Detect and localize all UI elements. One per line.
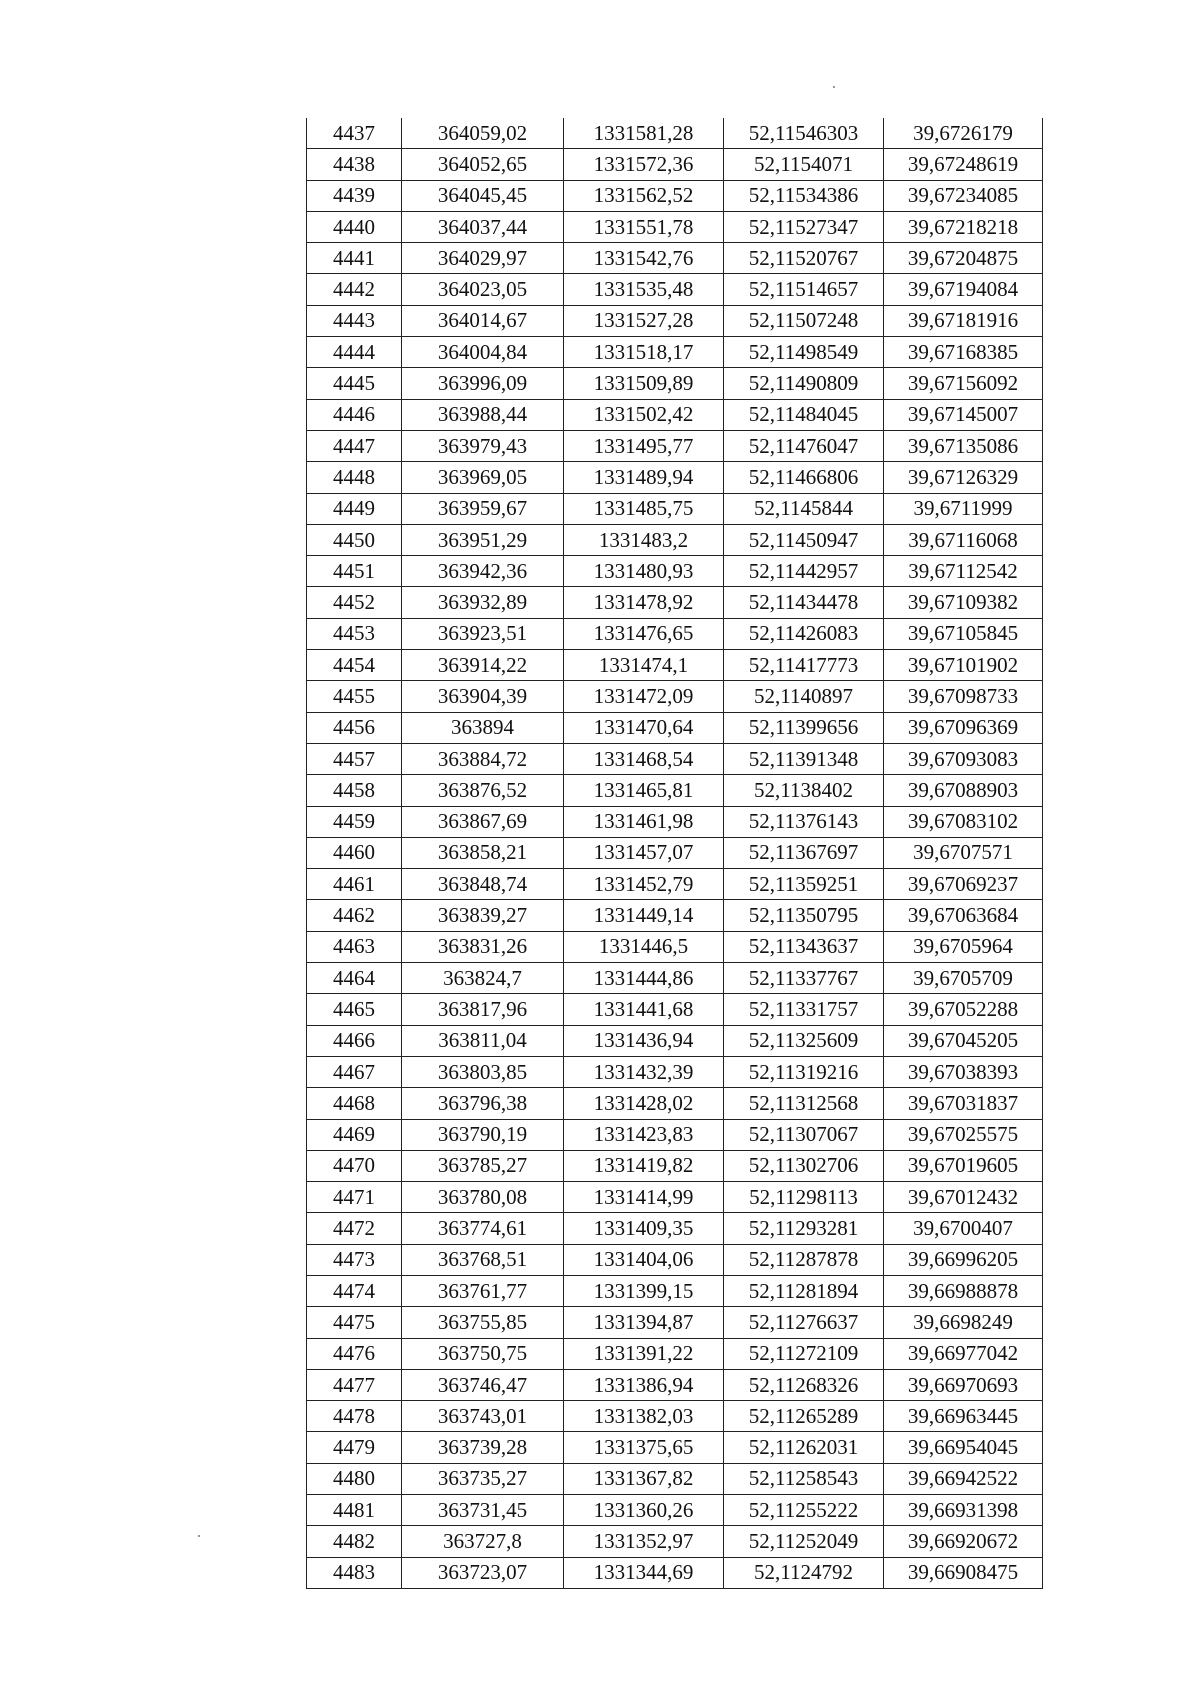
latitude-cell: 52,11442957 bbox=[724, 556, 884, 587]
y-coordinate-cell: 1331470,64 bbox=[564, 712, 724, 743]
y-coordinate-cell: 1331441,68 bbox=[564, 994, 724, 1025]
longitude-cell: 39,6707571 bbox=[884, 837, 1043, 868]
longitude-cell: 39,67052288 bbox=[884, 994, 1043, 1025]
latitude-cell: 52,11490809 bbox=[724, 368, 884, 399]
latitude-cell: 52,11484045 bbox=[724, 399, 884, 430]
point-number-cell: 4480 bbox=[307, 1463, 402, 1494]
point-number-cell: 4439 bbox=[307, 180, 402, 211]
longitude-cell: 39,66963445 bbox=[884, 1401, 1043, 1432]
latitude-cell: 52,11367697 bbox=[724, 837, 884, 868]
latitude-cell: 52,11281894 bbox=[724, 1275, 884, 1306]
longitude-cell: 39,67181916 bbox=[884, 305, 1043, 336]
x-coordinate-cell: 363884,72 bbox=[402, 743, 564, 774]
point-number-cell: 4456 bbox=[307, 712, 402, 743]
y-coordinate-cell: 1331474,1 bbox=[564, 650, 724, 681]
table-row bbox=[307, 399, 1043, 430]
latitude-cell: 52,11325609 bbox=[724, 1025, 884, 1056]
longitude-cell: 39,6711999 bbox=[884, 493, 1043, 524]
x-coordinate-cell: 363959,67 bbox=[402, 493, 564, 524]
latitude-cell: 52,11307067 bbox=[724, 1119, 884, 1150]
point-number-cell: 4459 bbox=[307, 806, 402, 837]
point-number-cell: 4469 bbox=[307, 1119, 402, 1150]
y-coordinate-cell: 1331465,81 bbox=[564, 775, 724, 806]
y-coordinate-cell: 1331409,35 bbox=[564, 1213, 724, 1244]
longitude-cell: 39,6698249 bbox=[884, 1307, 1043, 1338]
x-coordinate-cell: 363858,21 bbox=[402, 837, 564, 868]
table-row bbox=[307, 149, 1043, 180]
longitude-cell: 39,67063684 bbox=[884, 900, 1043, 931]
y-coordinate-cell: 1331352,97 bbox=[564, 1526, 724, 1557]
point-number-cell: 4448 bbox=[307, 462, 402, 493]
x-coordinate-cell: 363780,08 bbox=[402, 1182, 564, 1213]
table-row bbox=[307, 1307, 1043, 1338]
y-coordinate-cell: 1331485,75 bbox=[564, 493, 724, 524]
point-number-cell: 4445 bbox=[307, 368, 402, 399]
point-number-cell: 4477 bbox=[307, 1369, 402, 1400]
x-coordinate-cell: 363969,05 bbox=[402, 462, 564, 493]
latitude-cell: 52,1140897 bbox=[724, 681, 884, 712]
latitude-cell: 52,11417773 bbox=[724, 650, 884, 681]
longitude-cell: 39,66931398 bbox=[884, 1495, 1043, 1526]
point-number-cell: 4478 bbox=[307, 1401, 402, 1432]
x-coordinate-cell: 363723,07 bbox=[402, 1557, 564, 1588]
y-coordinate-cell: 1331386,94 bbox=[564, 1369, 724, 1400]
point-number-cell: 4437 bbox=[307, 118, 402, 149]
table-row bbox=[307, 462, 1043, 493]
table-row bbox=[307, 118, 1043, 149]
point-number-cell: 4470 bbox=[307, 1150, 402, 1181]
point-number-cell: 4457 bbox=[307, 743, 402, 774]
latitude-cell: 52,11312568 bbox=[724, 1088, 884, 1119]
latitude-cell: 52,11298113 bbox=[724, 1182, 884, 1213]
x-coordinate-cell: 364014,67 bbox=[402, 305, 564, 336]
table-row bbox=[307, 274, 1043, 305]
table-row bbox=[307, 493, 1043, 524]
longitude-cell: 39,67088903 bbox=[884, 775, 1043, 806]
point-number-cell: 4471 bbox=[307, 1182, 402, 1213]
table-row bbox=[307, 1338, 1043, 1369]
x-coordinate-cell: 363839,27 bbox=[402, 900, 564, 931]
y-coordinate-cell: 1331404,06 bbox=[564, 1244, 724, 1275]
latitude-cell: 52,11514657 bbox=[724, 274, 884, 305]
table-row bbox=[307, 305, 1043, 336]
y-coordinate-cell: 1331518,17 bbox=[564, 337, 724, 368]
longitude-cell: 39,67105845 bbox=[884, 618, 1043, 649]
x-coordinate-cell: 363824,7 bbox=[402, 963, 564, 994]
table-row bbox=[307, 524, 1043, 555]
longitude-cell: 39,67194084 bbox=[884, 274, 1043, 305]
point-number-cell: 4442 bbox=[307, 274, 402, 305]
y-coordinate-cell: 1331472,09 bbox=[564, 681, 724, 712]
table-row bbox=[307, 869, 1043, 900]
x-coordinate-cell: 363914,22 bbox=[402, 650, 564, 681]
point-number-cell: 4438 bbox=[307, 149, 402, 180]
latitude-cell: 52,11450947 bbox=[724, 524, 884, 555]
table-row bbox=[307, 1495, 1043, 1526]
longitude-cell: 39,67096369 bbox=[884, 712, 1043, 743]
latitude-cell: 52,11476047 bbox=[724, 430, 884, 461]
table-row bbox=[307, 337, 1043, 368]
table-row bbox=[307, 1526, 1043, 1557]
x-coordinate-cell: 363731,45 bbox=[402, 1495, 564, 1526]
x-coordinate-cell: 364037,44 bbox=[402, 211, 564, 242]
latitude-cell: 52,11255222 bbox=[724, 1495, 884, 1526]
coordinates-table-body bbox=[307, 118, 1043, 1588]
x-coordinate-cell: 364023,05 bbox=[402, 274, 564, 305]
latitude-cell: 52,11376143 bbox=[724, 806, 884, 837]
point-number-cell: 4441 bbox=[307, 243, 402, 274]
x-coordinate-cell: 363831,26 bbox=[402, 931, 564, 962]
point-number-cell: 4473 bbox=[307, 1244, 402, 1275]
x-coordinate-cell: 363811,04 bbox=[402, 1025, 564, 1056]
point-number-cell: 4474 bbox=[307, 1275, 402, 1306]
longitude-cell: 39,67012432 bbox=[884, 1182, 1043, 1213]
scan-speck bbox=[833, 86, 835, 88]
y-coordinate-cell: 1331444,86 bbox=[564, 963, 724, 994]
x-coordinate-cell: 363876,52 bbox=[402, 775, 564, 806]
scan-speck bbox=[198, 1535, 200, 1537]
y-coordinate-cell: 1331399,15 bbox=[564, 1275, 724, 1306]
table-row bbox=[307, 650, 1043, 681]
table-row bbox=[307, 1275, 1043, 1306]
longitude-cell: 39,67098733 bbox=[884, 681, 1043, 712]
y-coordinate-cell: 1331480,93 bbox=[564, 556, 724, 587]
latitude-cell: 52,1154071 bbox=[724, 149, 884, 180]
table-row bbox=[307, 1056, 1043, 1087]
longitude-cell: 39,67204875 bbox=[884, 243, 1043, 274]
point-number-cell: 4462 bbox=[307, 900, 402, 931]
latitude-cell: 52,11399656 bbox=[724, 712, 884, 743]
x-coordinate-cell: 363923,51 bbox=[402, 618, 564, 649]
longitude-cell: 39,67168385 bbox=[884, 337, 1043, 368]
point-number-cell: 4463 bbox=[307, 931, 402, 962]
latitude-cell: 52,11498549 bbox=[724, 337, 884, 368]
latitude-cell: 52,11534386 bbox=[724, 180, 884, 211]
x-coordinate-cell: 363727,8 bbox=[402, 1526, 564, 1557]
x-coordinate-cell: 363774,61 bbox=[402, 1213, 564, 1244]
coordinates-table bbox=[306, 118, 1043, 1589]
point-number-cell: 4468 bbox=[307, 1088, 402, 1119]
longitude-cell: 39,67135086 bbox=[884, 430, 1043, 461]
point-number-cell: 4475 bbox=[307, 1307, 402, 1338]
x-coordinate-cell: 363996,09 bbox=[402, 368, 564, 399]
y-coordinate-cell: 1331394,87 bbox=[564, 1307, 724, 1338]
table-row bbox=[307, 712, 1043, 743]
x-coordinate-cell: 363951,29 bbox=[402, 524, 564, 555]
x-coordinate-cell: 363988,44 bbox=[402, 399, 564, 430]
longitude-cell: 39,67116068 bbox=[884, 524, 1043, 555]
y-coordinate-cell: 1331535,48 bbox=[564, 274, 724, 305]
table-row bbox=[307, 1213, 1043, 1244]
y-coordinate-cell: 1331476,65 bbox=[564, 618, 724, 649]
longitude-cell: 39,67031837 bbox=[884, 1088, 1043, 1119]
latitude-cell: 52,1124792 bbox=[724, 1557, 884, 1588]
point-number-cell: 4466 bbox=[307, 1025, 402, 1056]
x-coordinate-cell: 363790,19 bbox=[402, 1119, 564, 1150]
table-row bbox=[307, 368, 1043, 399]
table-row bbox=[307, 900, 1043, 931]
latitude-cell: 52,11272109 bbox=[724, 1338, 884, 1369]
point-number-cell: 4464 bbox=[307, 963, 402, 994]
y-coordinate-cell: 1331428,02 bbox=[564, 1088, 724, 1119]
longitude-cell: 39,67109382 bbox=[884, 587, 1043, 618]
latitude-cell: 52,11520767 bbox=[724, 243, 884, 274]
table-row bbox=[307, 618, 1043, 649]
y-coordinate-cell: 1331414,99 bbox=[564, 1182, 724, 1213]
latitude-cell: 52,11466806 bbox=[724, 462, 884, 493]
x-coordinate-cell: 363796,38 bbox=[402, 1088, 564, 1119]
point-number-cell: 4452 bbox=[307, 587, 402, 618]
latitude-cell: 52,11258543 bbox=[724, 1463, 884, 1494]
point-number-cell: 4440 bbox=[307, 211, 402, 242]
x-coordinate-cell: 364052,65 bbox=[402, 149, 564, 180]
latitude-cell: 52,11434478 bbox=[724, 587, 884, 618]
table-row bbox=[307, 430, 1043, 461]
point-number-cell: 4465 bbox=[307, 994, 402, 1025]
x-coordinate-cell: 363743,01 bbox=[402, 1401, 564, 1432]
latitude-cell: 52,11350795 bbox=[724, 900, 884, 931]
longitude-cell: 39,67248619 bbox=[884, 149, 1043, 180]
y-coordinate-cell: 1331502,42 bbox=[564, 399, 724, 430]
x-coordinate-cell: 363904,39 bbox=[402, 681, 564, 712]
y-coordinate-cell: 1331457,07 bbox=[564, 837, 724, 868]
longitude-cell: 39,6705709 bbox=[884, 963, 1043, 994]
latitude-cell: 52,11337767 bbox=[724, 963, 884, 994]
y-coordinate-cell: 1331572,36 bbox=[564, 149, 724, 180]
y-coordinate-cell: 1331468,54 bbox=[564, 743, 724, 774]
table-row bbox=[307, 1088, 1043, 1119]
table-row bbox=[307, 1244, 1043, 1275]
table-row bbox=[307, 1369, 1043, 1400]
latitude-cell: 52,11359251 bbox=[724, 869, 884, 900]
y-coordinate-cell: 1331452,79 bbox=[564, 869, 724, 900]
y-coordinate-cell: 1331478,92 bbox=[564, 587, 724, 618]
table-row bbox=[307, 837, 1043, 868]
point-number-cell: 4453 bbox=[307, 618, 402, 649]
longitude-cell: 39,67083102 bbox=[884, 806, 1043, 837]
point-number-cell: 4447 bbox=[307, 430, 402, 461]
y-coordinate-cell: 1331495,77 bbox=[564, 430, 724, 461]
longitude-cell: 39,66977042 bbox=[884, 1338, 1043, 1369]
x-coordinate-cell: 363746,47 bbox=[402, 1369, 564, 1400]
table-row bbox=[307, 180, 1043, 211]
x-coordinate-cell: 364029,97 bbox=[402, 243, 564, 274]
y-coordinate-cell: 1331483,2 bbox=[564, 524, 724, 555]
x-coordinate-cell: 363785,27 bbox=[402, 1150, 564, 1181]
table-row bbox=[307, 556, 1043, 587]
point-number-cell: 4476 bbox=[307, 1338, 402, 1369]
table-row bbox=[307, 806, 1043, 837]
y-coordinate-cell: 1331461,98 bbox=[564, 806, 724, 837]
y-coordinate-cell: 1331367,82 bbox=[564, 1463, 724, 1494]
longitude-cell: 39,67218218 bbox=[884, 211, 1043, 242]
longitude-cell: 39,67145007 bbox=[884, 399, 1043, 430]
table-row bbox=[307, 743, 1043, 774]
longitude-cell: 39,67156092 bbox=[884, 368, 1043, 399]
longitude-cell: 39,67019605 bbox=[884, 1150, 1043, 1181]
x-coordinate-cell: 363867,69 bbox=[402, 806, 564, 837]
table-row bbox=[307, 1432, 1043, 1463]
longitude-cell: 39,66942522 bbox=[884, 1463, 1043, 1494]
y-coordinate-cell: 1331419,82 bbox=[564, 1150, 724, 1181]
longitude-cell: 39,67101902 bbox=[884, 650, 1043, 681]
longitude-cell: 39,66970693 bbox=[884, 1369, 1043, 1400]
latitude-cell: 52,11546303 bbox=[724, 118, 884, 149]
longitude-cell: 39,6705964 bbox=[884, 931, 1043, 962]
point-number-cell: 4450 bbox=[307, 524, 402, 555]
x-coordinate-cell: 364045,45 bbox=[402, 180, 564, 211]
latitude-cell: 52,11319216 bbox=[724, 1056, 884, 1087]
point-number-cell: 4458 bbox=[307, 775, 402, 806]
x-coordinate-cell: 363739,28 bbox=[402, 1432, 564, 1463]
latitude-cell: 52,11302706 bbox=[724, 1150, 884, 1181]
latitude-cell: 52,1138402 bbox=[724, 775, 884, 806]
latitude-cell: 52,11276637 bbox=[724, 1307, 884, 1338]
point-number-cell: 4482 bbox=[307, 1526, 402, 1557]
table-row bbox=[307, 931, 1043, 962]
x-coordinate-cell: 363979,43 bbox=[402, 430, 564, 461]
x-coordinate-cell: 363768,51 bbox=[402, 1244, 564, 1275]
x-coordinate-cell: 363755,85 bbox=[402, 1307, 564, 1338]
table-row bbox=[307, 1557, 1043, 1588]
longitude-cell: 39,66920672 bbox=[884, 1526, 1043, 1557]
table-row bbox=[307, 963, 1043, 994]
x-coordinate-cell: 363803,85 bbox=[402, 1056, 564, 1087]
table-row bbox=[307, 994, 1043, 1025]
table-row bbox=[307, 1119, 1043, 1150]
y-coordinate-cell: 1331432,39 bbox=[564, 1056, 724, 1087]
table-row bbox=[307, 1182, 1043, 1213]
y-coordinate-cell: 1331562,52 bbox=[564, 180, 724, 211]
point-number-cell: 4479 bbox=[307, 1432, 402, 1463]
point-number-cell: 4467 bbox=[307, 1056, 402, 1087]
point-number-cell: 4454 bbox=[307, 650, 402, 681]
y-coordinate-cell: 1331509,89 bbox=[564, 368, 724, 399]
longitude-cell: 39,6700407 bbox=[884, 1213, 1043, 1244]
latitude-cell: 52,1145844 bbox=[724, 493, 884, 524]
x-coordinate-cell: 363894 bbox=[402, 712, 564, 743]
longitude-cell: 39,67126329 bbox=[884, 462, 1043, 493]
table-row bbox=[307, 211, 1043, 242]
point-number-cell: 4461 bbox=[307, 869, 402, 900]
y-coordinate-cell: 1331382,03 bbox=[564, 1401, 724, 1432]
point-number-cell: 4451 bbox=[307, 556, 402, 587]
latitude-cell: 52,11391348 bbox=[724, 743, 884, 774]
longitude-cell: 39,66908475 bbox=[884, 1557, 1043, 1588]
latitude-cell: 52,11287878 bbox=[724, 1244, 884, 1275]
table-row bbox=[307, 1401, 1043, 1432]
longitude-cell: 39,67093083 bbox=[884, 743, 1043, 774]
latitude-cell: 52,11252049 bbox=[724, 1526, 884, 1557]
latitude-cell: 52,11268326 bbox=[724, 1369, 884, 1400]
longitude-cell: 39,6726179 bbox=[884, 118, 1043, 149]
x-coordinate-cell: 363761,77 bbox=[402, 1275, 564, 1306]
table-row bbox=[307, 587, 1043, 618]
longitude-cell: 39,66996205 bbox=[884, 1244, 1043, 1275]
point-number-cell: 4481 bbox=[307, 1495, 402, 1526]
point-number-cell: 4460 bbox=[307, 837, 402, 868]
y-coordinate-cell: 1331489,94 bbox=[564, 462, 724, 493]
longitude-cell: 39,67234085 bbox=[884, 180, 1043, 211]
y-coordinate-cell: 1331446,5 bbox=[564, 931, 724, 962]
y-coordinate-cell: 1331360,26 bbox=[564, 1495, 724, 1526]
point-number-cell: 4472 bbox=[307, 1213, 402, 1244]
point-number-cell: 4455 bbox=[307, 681, 402, 712]
latitude-cell: 52,11426083 bbox=[724, 618, 884, 649]
table-row bbox=[307, 681, 1043, 712]
latitude-cell: 52,11293281 bbox=[724, 1213, 884, 1244]
y-coordinate-cell: 1331542,76 bbox=[564, 243, 724, 274]
x-coordinate-cell: 363750,75 bbox=[402, 1338, 564, 1369]
y-coordinate-cell: 1331344,69 bbox=[564, 1557, 724, 1588]
x-coordinate-cell: 363942,36 bbox=[402, 556, 564, 587]
longitude-cell: 39,67025575 bbox=[884, 1119, 1043, 1150]
y-coordinate-cell: 1331449,14 bbox=[564, 900, 724, 931]
table-row bbox=[307, 243, 1043, 274]
y-coordinate-cell: 1331581,28 bbox=[564, 118, 724, 149]
y-coordinate-cell: 1331527,28 bbox=[564, 305, 724, 336]
x-coordinate-cell: 364004,84 bbox=[402, 337, 564, 368]
x-coordinate-cell: 363848,74 bbox=[402, 869, 564, 900]
point-number-cell: 4483 bbox=[307, 1557, 402, 1588]
longitude-cell: 39,66954045 bbox=[884, 1432, 1043, 1463]
point-number-cell: 4449 bbox=[307, 493, 402, 524]
longitude-cell: 39,67112542 bbox=[884, 556, 1043, 587]
latitude-cell: 52,11343637 bbox=[724, 931, 884, 962]
latitude-cell: 52,11262031 bbox=[724, 1432, 884, 1463]
x-coordinate-cell: 364059,02 bbox=[402, 118, 564, 149]
latitude-cell: 52,11331757 bbox=[724, 994, 884, 1025]
point-number-cell: 4443 bbox=[307, 305, 402, 336]
x-coordinate-cell: 363817,96 bbox=[402, 994, 564, 1025]
x-coordinate-cell: 363735,27 bbox=[402, 1463, 564, 1494]
table-row bbox=[307, 1025, 1043, 1056]
y-coordinate-cell: 1331375,65 bbox=[564, 1432, 724, 1463]
y-coordinate-cell: 1331551,78 bbox=[564, 211, 724, 242]
y-coordinate-cell: 1331436,94 bbox=[564, 1025, 724, 1056]
y-coordinate-cell: 1331391,22 bbox=[564, 1338, 724, 1369]
table-row bbox=[307, 1463, 1043, 1494]
y-coordinate-cell: 1331423,83 bbox=[564, 1119, 724, 1150]
longitude-cell: 39,67038393 bbox=[884, 1056, 1043, 1087]
latitude-cell: 52,11527347 bbox=[724, 211, 884, 242]
latitude-cell: 52,11265289 bbox=[724, 1401, 884, 1432]
longitude-cell: 39,67069237 bbox=[884, 869, 1043, 900]
longitude-cell: 39,67045205 bbox=[884, 1025, 1043, 1056]
latitude-cell: 52,11507248 bbox=[724, 305, 884, 336]
point-number-cell: 4444 bbox=[307, 337, 402, 368]
x-coordinate-cell: 363932,89 bbox=[402, 587, 564, 618]
table-row bbox=[307, 1150, 1043, 1181]
table-row bbox=[307, 775, 1043, 806]
longitude-cell: 39,66988878 bbox=[884, 1275, 1043, 1306]
point-number-cell: 4446 bbox=[307, 399, 402, 430]
